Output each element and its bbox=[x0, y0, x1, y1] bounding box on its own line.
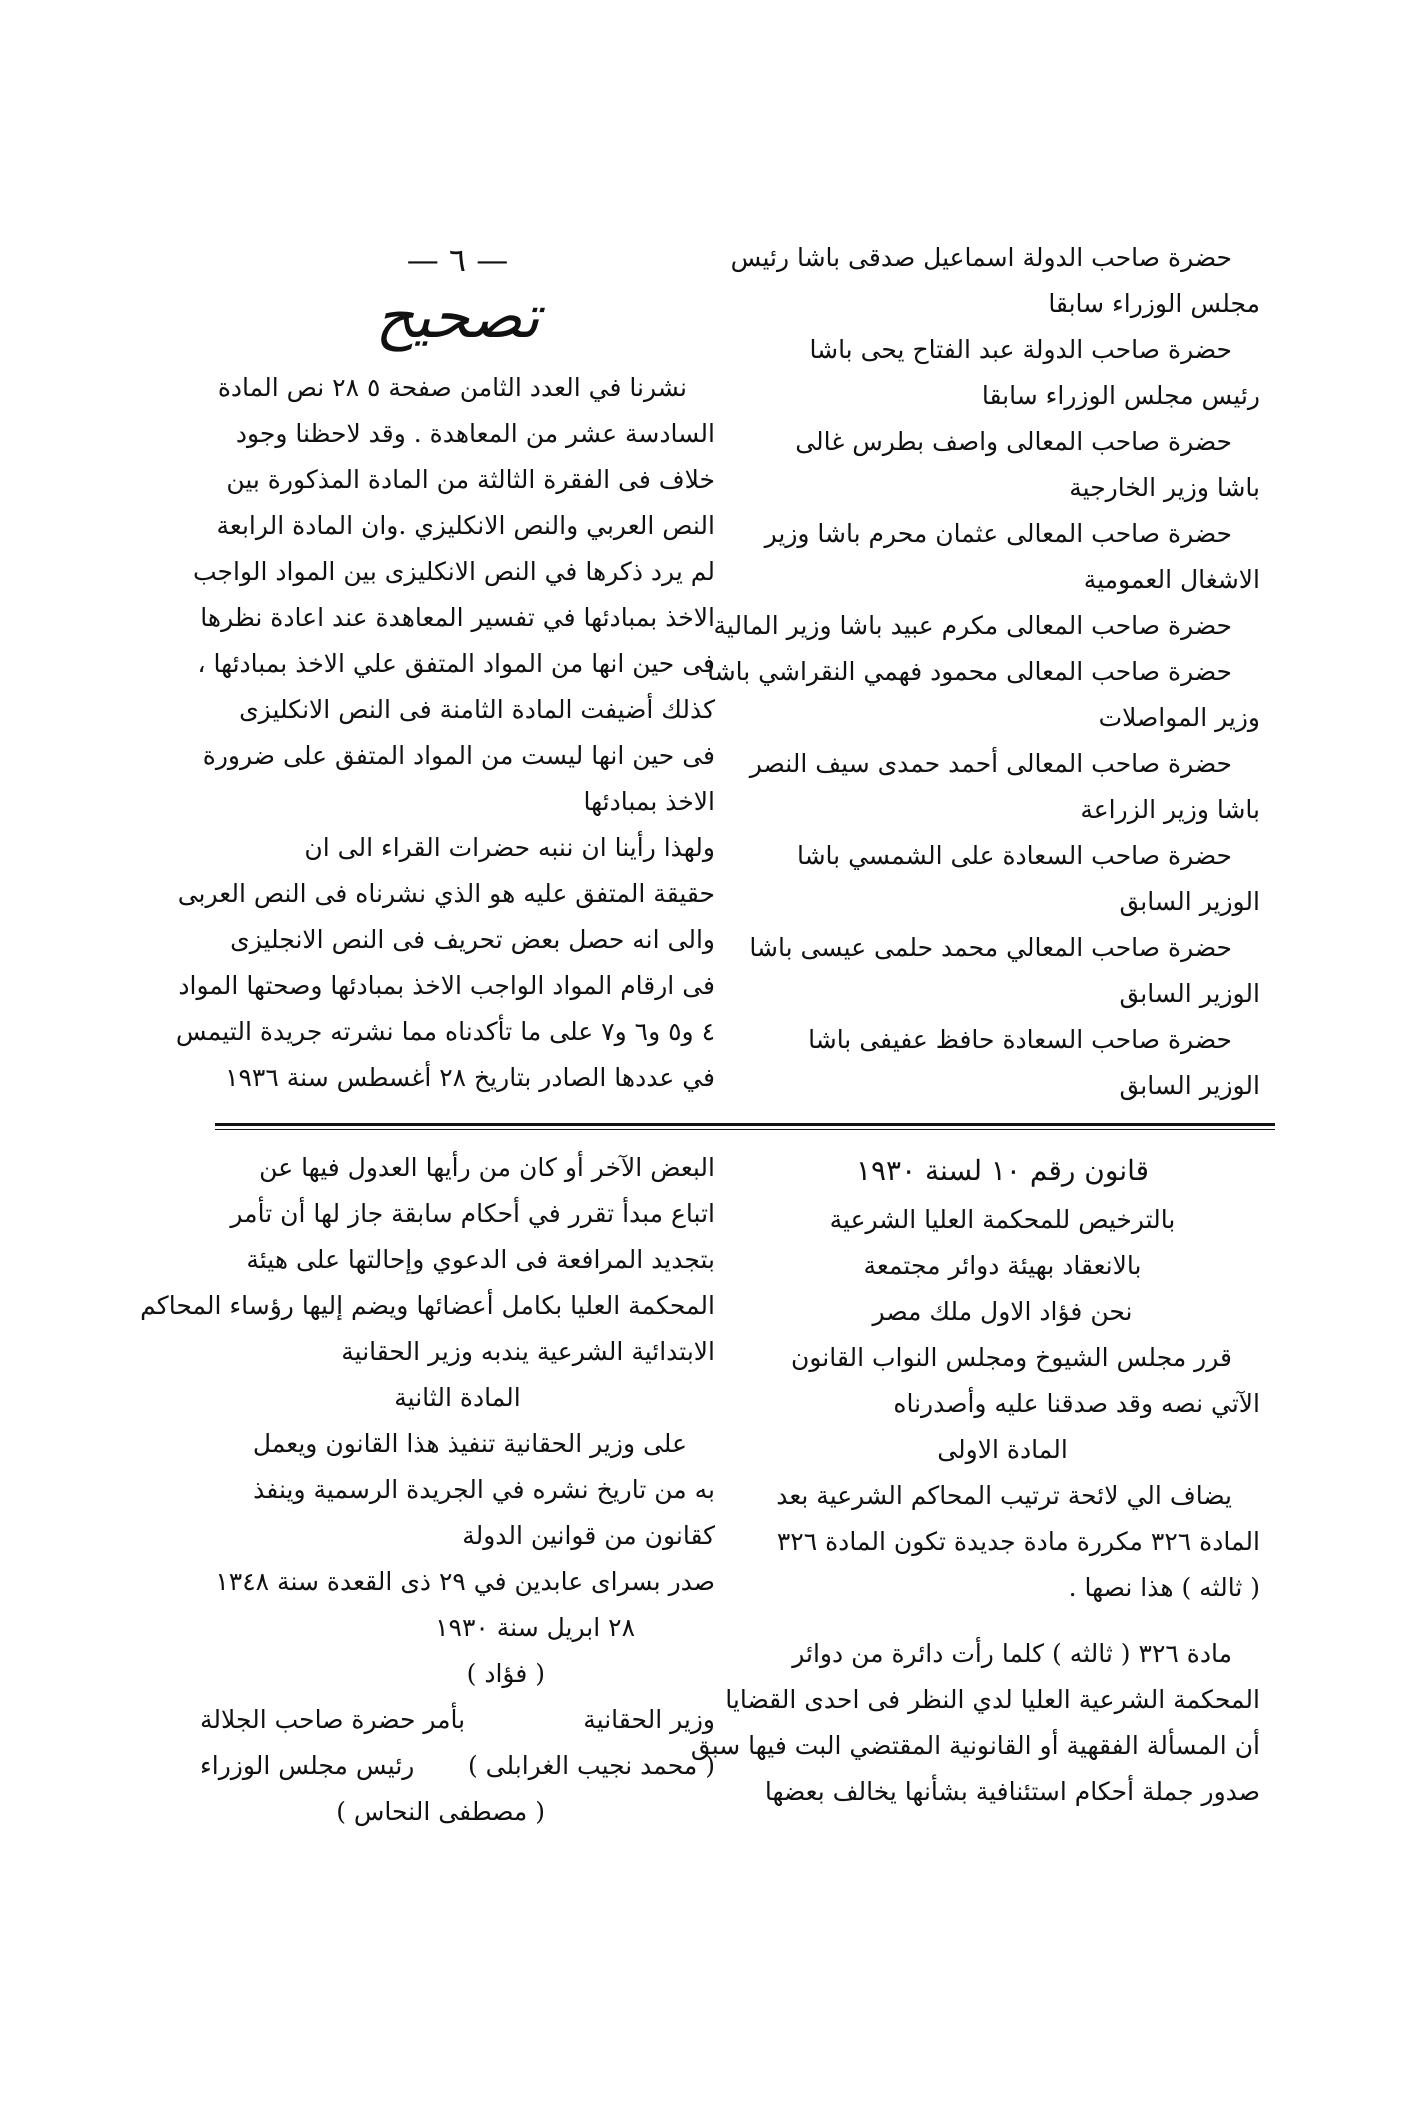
signature-pm-name: ( مصطفى النحاس ) bbox=[336, 1797, 545, 1826]
minister-line: حضرة صاحب المعالى أحمد حمدى سيف النصر bbox=[749, 749, 1232, 778]
correction-line: الاخذ بمبادئها في تفسير المعاهدة عند اعادة نظرها bbox=[200, 603, 715, 632]
issued-date: ٢٨ ابريل سنة ١٩٣٠ bbox=[435, 1613, 635, 1642]
continuation-line: اتباع مبدأ تقرر في أحكام سابقة جاز لها أن تأمر bbox=[230, 1199, 715, 1228]
correction-line: كذلك أضيفت المادة الثامنة فى النص الانكليزى bbox=[239, 695, 715, 724]
law-preamble bbox=[745, 1335, 1260, 1427]
law-subtitle-2: بالانعقاد بهيئة دوائر مجتمعة bbox=[863, 1251, 1142, 1280]
signature-minister-name: ( محمد نجيب الغرابلى ) bbox=[467, 1751, 715, 1780]
preamble-line: قرر مجلس الشيوخ ومجلس النواب القانون bbox=[790, 1343, 1232, 1372]
law-section-end bbox=[140, 1145, 715, 1835]
section-divider-thin bbox=[215, 1129, 1275, 1130]
continuation-line: البعض الآخر أو كان من رأيها العدول فيها عن bbox=[259, 1153, 715, 1182]
signature-pm-title: رئيس مجلس الوزراء bbox=[200, 1751, 415, 1780]
correction-line: فى ارقام المواد الواجب الاخذ بمبادئها وصحتها المواد bbox=[178, 971, 715, 1000]
continuation-line: المحكمة العليا بكامل أعضائها ويضم إليها رؤساء المحاكم bbox=[140, 1291, 715, 1320]
issued-line: صدر بسراى عابدين في ٢٩ ذى القعدة سنة ١٣٤٨ bbox=[215, 1567, 715, 1596]
king-signature: ( فؤاد ) bbox=[466, 1659, 545, 1688]
correction-line: ٤ و٥ و٦ و٧ على ما تأكدناه مما نشرته جريدة التيمس bbox=[175, 1017, 715, 1046]
correction-line: الاخذ بمبادئها bbox=[583, 787, 715, 816]
correction-line: ولهذا رأينا ان ننبه حضرات القراء الى ان bbox=[304, 833, 715, 862]
signature-row-2 bbox=[200, 1743, 715, 1789]
minister-line: الوزير السابق bbox=[1119, 1071, 1260, 1100]
continuation-line: بتجديد المرافعة فى الدعوي وإحالتها على هيئة bbox=[246, 1245, 715, 1274]
minister-line: حضرة صاحب السعادة على الشمسي باشا bbox=[796, 841, 1232, 870]
law-king: نحن فؤاد الاول ملك مصر bbox=[872, 1297, 1133, 1326]
minister-line: حضرة صاحب الدولة عبد الفتاح يحى باشا bbox=[809, 335, 1232, 364]
page-number: — ٦ — bbox=[406, 241, 509, 279]
article-1-heading: المادة الاولى bbox=[937, 1435, 1068, 1464]
minister-line: حضرة صاحب السعادة حافظ عفيفى باشا bbox=[808, 1025, 1232, 1054]
minister-line: باشا وزير الزراعة bbox=[1080, 795, 1260, 824]
correction-line: لم يرد ذكرها في النص الانكليزى بين المواد الواجب bbox=[193, 557, 715, 586]
minister-line: حضرة صاحب الدولة اسماعيل صدقى باشا رئيس bbox=[730, 243, 1232, 272]
minister-line: حضرة صاحب المعالى محمود فهمي النقراشي باشا bbox=[707, 657, 1232, 686]
article-1-line: ( ثالثه ) هذا نصها . bbox=[1068, 1573, 1260, 1602]
correction-line: السادسة عشر من المعاهدة . وقد لاحظنا وجود bbox=[235, 419, 715, 448]
minister-line: وزير المواصلات bbox=[1098, 703, 1260, 732]
article-2-text bbox=[200, 1421, 715, 1559]
article-2-heading: المادة الثانية bbox=[394, 1383, 521, 1412]
minister-line: الوزير السابق bbox=[1119, 887, 1260, 916]
correction-line: فى حين انها من المواد المتفق علي الاخذ بمبادئها ، bbox=[197, 649, 715, 678]
article-2-line: على وزير الحقانية تنفيذ هذا القانون ويعمل bbox=[252, 1429, 687, 1458]
article-2-line: كقانون من قوانين الدولة bbox=[462, 1521, 715, 1550]
correction-line: نشرنا في العدد الثامن صفحة ٥ ٢٨ نص المادة bbox=[217, 373, 687, 402]
correction-line: خلاف فى الفقرة الثالثة من المادة المذكورة بين bbox=[226, 465, 715, 494]
preamble-line: الآتي نصه وقد صدقنا عليه وأصدرناه bbox=[893, 1389, 1260, 1418]
law-section-start bbox=[690, 1145, 1260, 1815]
article-326-continuation bbox=[140, 1145, 715, 1375]
article-326-line: صدور جملة أحكام استئنافية بشأنها يخالف بعضها bbox=[764, 1777, 1260, 1806]
correction-text bbox=[175, 365, 715, 1101]
article-1-line: المادة ٣٢٦ مكررة مادة جديدة تكون المادة ٣٢٦ bbox=[776, 1527, 1260, 1556]
minister-line: حضرة صاحب المعالي محمد حلمى عيسى باشا bbox=[749, 933, 1232, 962]
minister-line: الوزير السابق bbox=[1119, 979, 1260, 1008]
correction-line: النص العربي والنص الانكليزي .وان المادة الرابعة bbox=[216, 511, 715, 540]
law-title: قانون رقم ١٠ لسنة ١٩٣٠ bbox=[855, 1154, 1150, 1187]
correction-line: حقيقة المتفق عليه هو الذي نشرناه فى النص العربى bbox=[177, 879, 715, 908]
correction-line: والى انه حصل بعض تحريف فى النص الانجليزى bbox=[230, 925, 715, 954]
article-326-line: مادة ٣٢٦ ( ثالثه ) كلما رأت دائرة من دوائر bbox=[792, 1639, 1232, 1668]
minister-line: باشا وزير الخارجية bbox=[1069, 473, 1260, 502]
signature-row-1 bbox=[200, 1697, 715, 1743]
article-326-text bbox=[690, 1631, 1260, 1815]
article-1-line: يضاف الي لائحة ترتيب المحاكم الشرعية بعد bbox=[776, 1481, 1232, 1510]
minister-line: حضرة صاحب المعالى عثمان محرم باشا وزير bbox=[764, 519, 1232, 548]
ministers-list bbox=[707, 235, 1260, 1109]
continuation-line: الابتدائية الشرعية يندبه وزير الحقانية bbox=[341, 1337, 715, 1366]
article-326-line: المحكمة الشرعية العليا لدي النظر فى احدى القضايا bbox=[725, 1685, 1260, 1714]
correction-title: تصحيح bbox=[375, 282, 540, 352]
section-divider bbox=[215, 1123, 1275, 1126]
signature-minister-title: وزير الحقانية bbox=[583, 1705, 715, 1734]
correction-line: فى حين انها ليست من المواد المتفق على ضرورة bbox=[202, 741, 715, 770]
law-subtitle-1: بالترخيص للمحكمة العليا الشرعية bbox=[829, 1205, 1176, 1234]
article-2-line: به من تاريخ نشره في الجريدة الرسمية وينفذ bbox=[253, 1475, 715, 1504]
minister-line: الاشغال العمومية bbox=[1083, 565, 1260, 594]
correction-line: في عددها الصادر بتاريخ ٢٨ أغسطس سنة ١٩٣٦ bbox=[225, 1063, 715, 1092]
minister-line: مجلس الوزراء سابقا bbox=[1048, 289, 1260, 318]
correction-section bbox=[175, 235, 715, 1101]
minister-line: حضرة صاحب المعالى واصف بطرس غالى bbox=[795, 427, 1232, 456]
signature-royal-order: بأمر حضرة صاحب الجلالة bbox=[200, 1705, 466, 1734]
minister-line: حضرة صاحب المعالى مكرم عبيد باشا وزير المالية bbox=[713, 611, 1232, 640]
minister-line: رئيس مجلس الوزراء سابقا bbox=[981, 381, 1260, 410]
article-326-line: أن المسألة الفقهية أو القانونية المقتضي البت فيها سبق bbox=[690, 1731, 1260, 1760]
article-1-text bbox=[745, 1473, 1260, 1611]
